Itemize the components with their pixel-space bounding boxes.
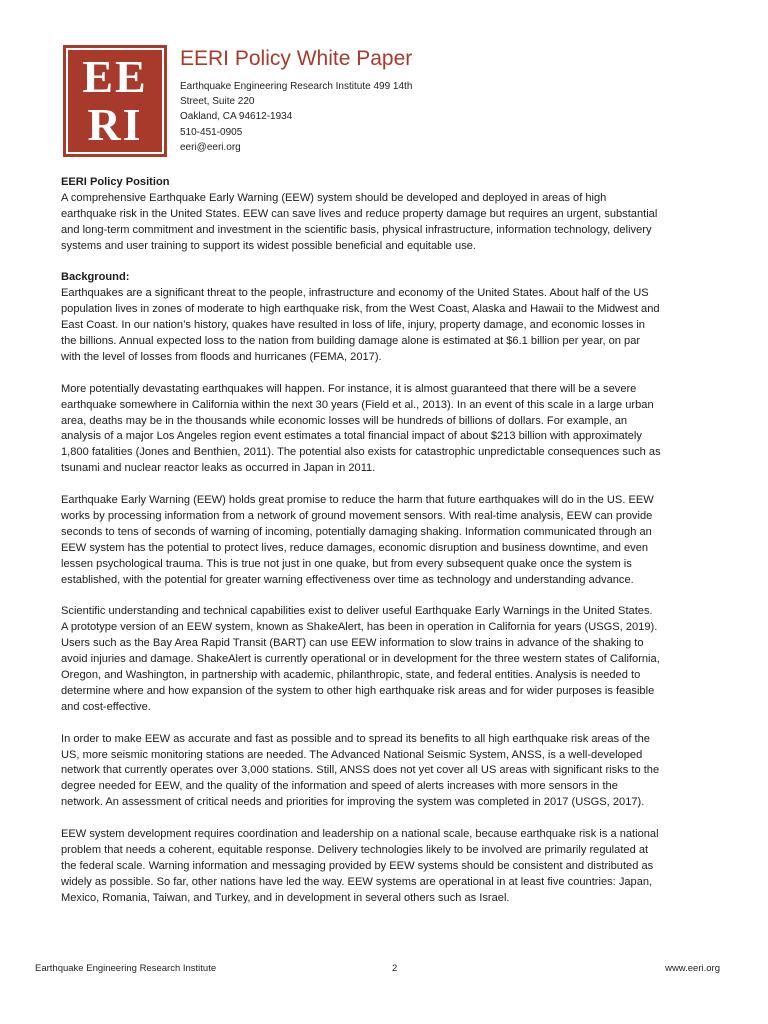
background-paragraph-6: EEW system development requires coordination and leadership on a national scale, because earthquake risk is a national problem that needs a coherent, equitable response. Delivery technologies likely to be involved are primarily regulated at the federal scale. Warning information and messaging provided by EEW systems should be consistent and distributed as widely as possible. So far, other nations have led the way. EEW systems are operational in at least five countries: Japan, Mexico, Romania, Taiwan, and Turkey, and in development in several others such as Israel. [61, 828, 659, 904]
contact-phone: 510-451-0905 [180, 126, 243, 138]
footer-website-link[interactable]: www.eeri.org [665, 963, 720, 974]
document-body [61, 175, 661, 922]
footer-organization: Earthquake Engineering Research Institute [35, 963, 217, 974]
background-paragraph-4: Scientific understanding and technical capabilities exist to deliver useful Earthquake Early Warnings in the United States. A prototype version of an EEW system, known as ShakeAlert, has been in operation in California for years (USGS, 2019). Users such as the Bay Area Rapid Transit (BART) can use EEW information to slow trains in advance of the shaking to avoid injuries and damage. ShakeAlert is currently operational or in development for the three western states of California, Oregon, and Washington, in partnership with academic, philanthropic, state, and federal entities. Analysis is needed to determine where and how expansion of the system to other high earthquake risk areas and for wider purposes is feasible and cost-effective. [61, 605, 660, 713]
background-paragraph-3: Earthquake Early Warning (EEW) holds great promise to reduce the harm that future earthquakes will do in the US. EEW works by processing information from a network of ground movement sensors. With real-time analysis, EEW can provide seconds to tens of seconds of warning of incoming, potentially damaging shaking. Information communicated through an EEW system has the potential to protect lives, reduce damages, economic disruption and business downtime, and even lessen psychological trauma. This is true not just in one quake, but from every subsequent quake once the system is established, with the potential for greater warning effectiveness over time as technology and understanding advance. [61, 494, 654, 586]
background-paragraph-2: More potentially devastating earthquakes will happen. For instance, it is almost guaranteed that there will be a severe earthquake somewhere in California within the next 30 years (Field et al., 2013). In an event of this scale in a large urban area, deaths may be in the thousands while economic losses will be hundreds of billions of dollars. For example, an analysis of a major Los Angeles region event estimates a total financial impact of about $213 billion with approximately 1,800 fatalities (Jones and Benthien, 2011). The potential also exists for catastrophic unpredictable consequences such as tsunami and nuclear reactor leaks as occurred in Japan in 2011. [61, 382, 661, 475]
page-number: 2 [392, 963, 398, 974]
contact-email[interactable]: eeri@eeri.org [180, 141, 241, 153]
document-title: EERI Policy White Paper [180, 47, 413, 70]
logo-letters-top: EE [82, 51, 148, 102]
logo-letters-bottom: RI [87, 99, 143, 150]
contact-city: Oakland, CA 94612-1934 [180, 111, 293, 123]
eeri-logo [63, 45, 167, 157]
background-heading: Background: [61, 271, 130, 284]
contact-org-address: Earthquake Engineering Research Institute 499 14th [180, 81, 413, 92]
policy-heading: EERI Policy Position [61, 176, 170, 188]
policy-paragraph: A comprehensive Earthquake Early Warning (EEW) system should be developed and deployed in areas of high earthquake risk in the United States. EEW can save lives and reduce property damage but requires an urgent, substantial and long-term commitment and investment in the scientific basis, physical infrastructure, information technology, delivery systems and user training to support its widest possible beneficial and equitable use. [61, 191, 658, 252]
background-paragraph-5: In order to make EEW as accurate and fast as possible and to spread its benefits to all high earthquake risk areas of the US, more seismic monitoring stations are needed. The Advanced National Seismic System, ANSS, is a well-developed network that currently operates over 3,000 stations. Still, ANSS does not yet cover all US areas with significant risks to the degree needed for EEW, and the quality of the information and speed of alerts increases with more sensors in the network. An assessment of critical needs and priorities for improving the system was completed in 2017 (USGS, 2017). [61, 732, 660, 809]
contact-street: Street, Suite 220 [180, 96, 255, 108]
logo-frame [66, 48, 164, 154]
contact-block [180, 79, 412, 155]
background-paragraph-1: Earthquakes are a significant threat to the people, infrastructure and economy of the United States. About half of the US population lives in zones of moderate to high earthquake risk, from the West Coast, Alaska and Hawaii to the Midwest and East Coast. In our nation’s history, quakes have resulted in loss of life, injury, property damage, and economic losses in the billions. Annual expected loss to the nation from building damage alone is estimated at $6.1 billion per year, on par with the level of losses from floods and hurricanes (FEMA, 2017). [61, 287, 660, 363]
